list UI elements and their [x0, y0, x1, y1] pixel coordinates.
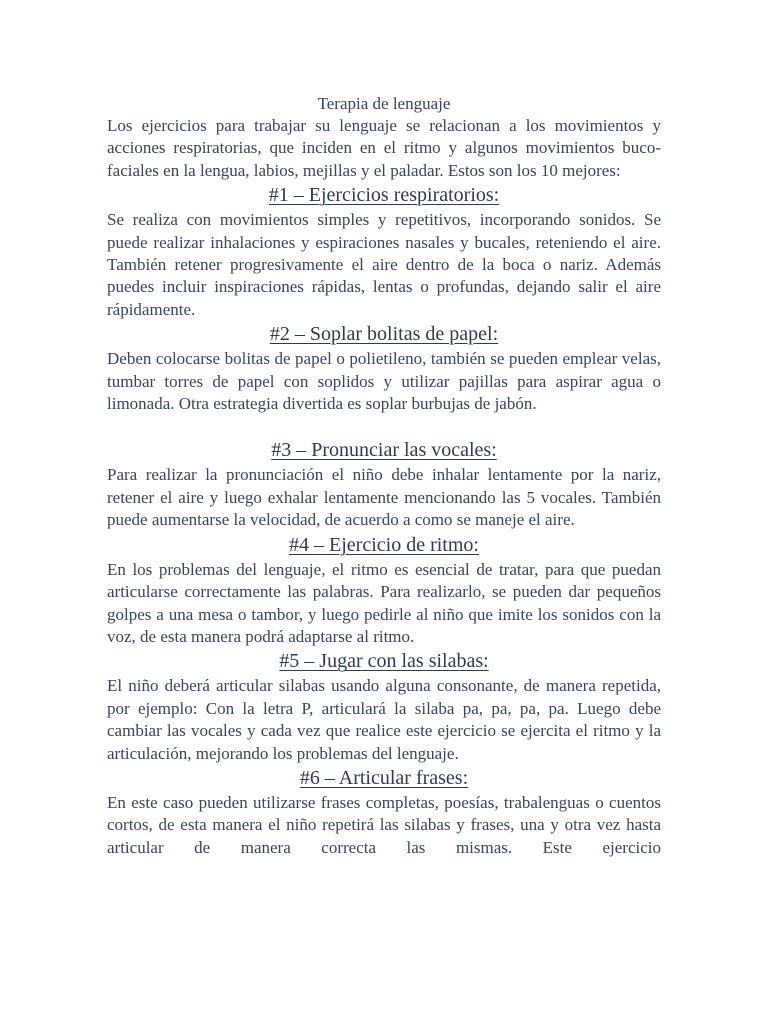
section-body-5: El niño deberá articular silabas usando alguna consonante, de manera repetida, por ejemplo: Con la letra P, articulará la silaba pa, pa, pa, pa. Luego debe cambiar las vocales y cada vez que realice este ejercicio se ejercita el ritmo y la articulación, mejorando los problemas del lenguaje.	[107, 676, 661, 763]
section-heading-5: #5 – Jugar con las silabas:	[279, 650, 489, 673]
blank-line	[107, 415, 661, 437]
section-heading-1: #1 – Ejercicios respiratorios:	[268, 184, 500, 207]
section-body-4: En los problemas del lenguaje, el ritmo es esencial de tratar, para que puedan articularse correctamente las palabras. Para realizarlo, se pueden dar pequeños golpes a una mesa o tambor, y luego pedirle al niño que imite los sonidos con la voz, de esta manera podrá adaptarse al ritmo.	[107, 559, 661, 646]
section-body-1: Se realiza con movimientos simples y repetitivos, incorporando sonidos. Se puede realizar inhalaciones y espiraciones nasales y bucales, reteniendo el aire. También retener progresivamente el aire dentro de la boca o nariz. Además puedes incluir inspiraciones rápidas, lentas o profundas, dejando salir el aire rápidamente.	[107, 210, 661, 319]
intro-paragraph: Los ejercicios para trabajar su lenguaje se relacionan a los movimientos y acciones respiratorias, que inciden en el ritmo y algunos movimientos buco-faciales en la lengua, labios, mejillas y el paladar. Estos son los 10 mejores:	[107, 116, 661, 180]
section-heading-2: #2 – Soplar bolitas de papel:	[269, 323, 499, 346]
section-heading-4: #4 – Ejercicio de ritmo:	[289, 533, 479, 556]
document-title: Terapia de lenguaje	[317, 94, 451, 113]
section-body-3: Para realizar la pronunciación el niño debe inhalar lentamente por la nariz, retener el aire y luego exhalar lentamente mencionando las 5 vocales. También puede aumentarse la velocidad, de acuerdo a como se maneje el aire.	[107, 465, 661, 530]
section-heading-6: #6 – Articular frases:	[299, 766, 469, 789]
section-body-6: En este caso pueden utilizarse frases completas, poesías, trabalenguas o cuentos cortos, de esta manera el niño repetirá las silabas y frases, una y otra vez hasta articular de manera correcta las mismas. Este ejercicio	[107, 792, 661, 857]
section-body-2: Deben colocarse bolitas de papel o polietileno, también se pueden emplear velas, tumbar torres de papel con soplidos y utilizar pajillas para aspirar agua o limonada. Otra estrategia divertida es soplar burbujas de jabón.	[107, 349, 661, 414]
document-content	[107, 93, 661, 859]
section-heading-3: #3 – Pronunciar las vocales:	[271, 439, 497, 462]
